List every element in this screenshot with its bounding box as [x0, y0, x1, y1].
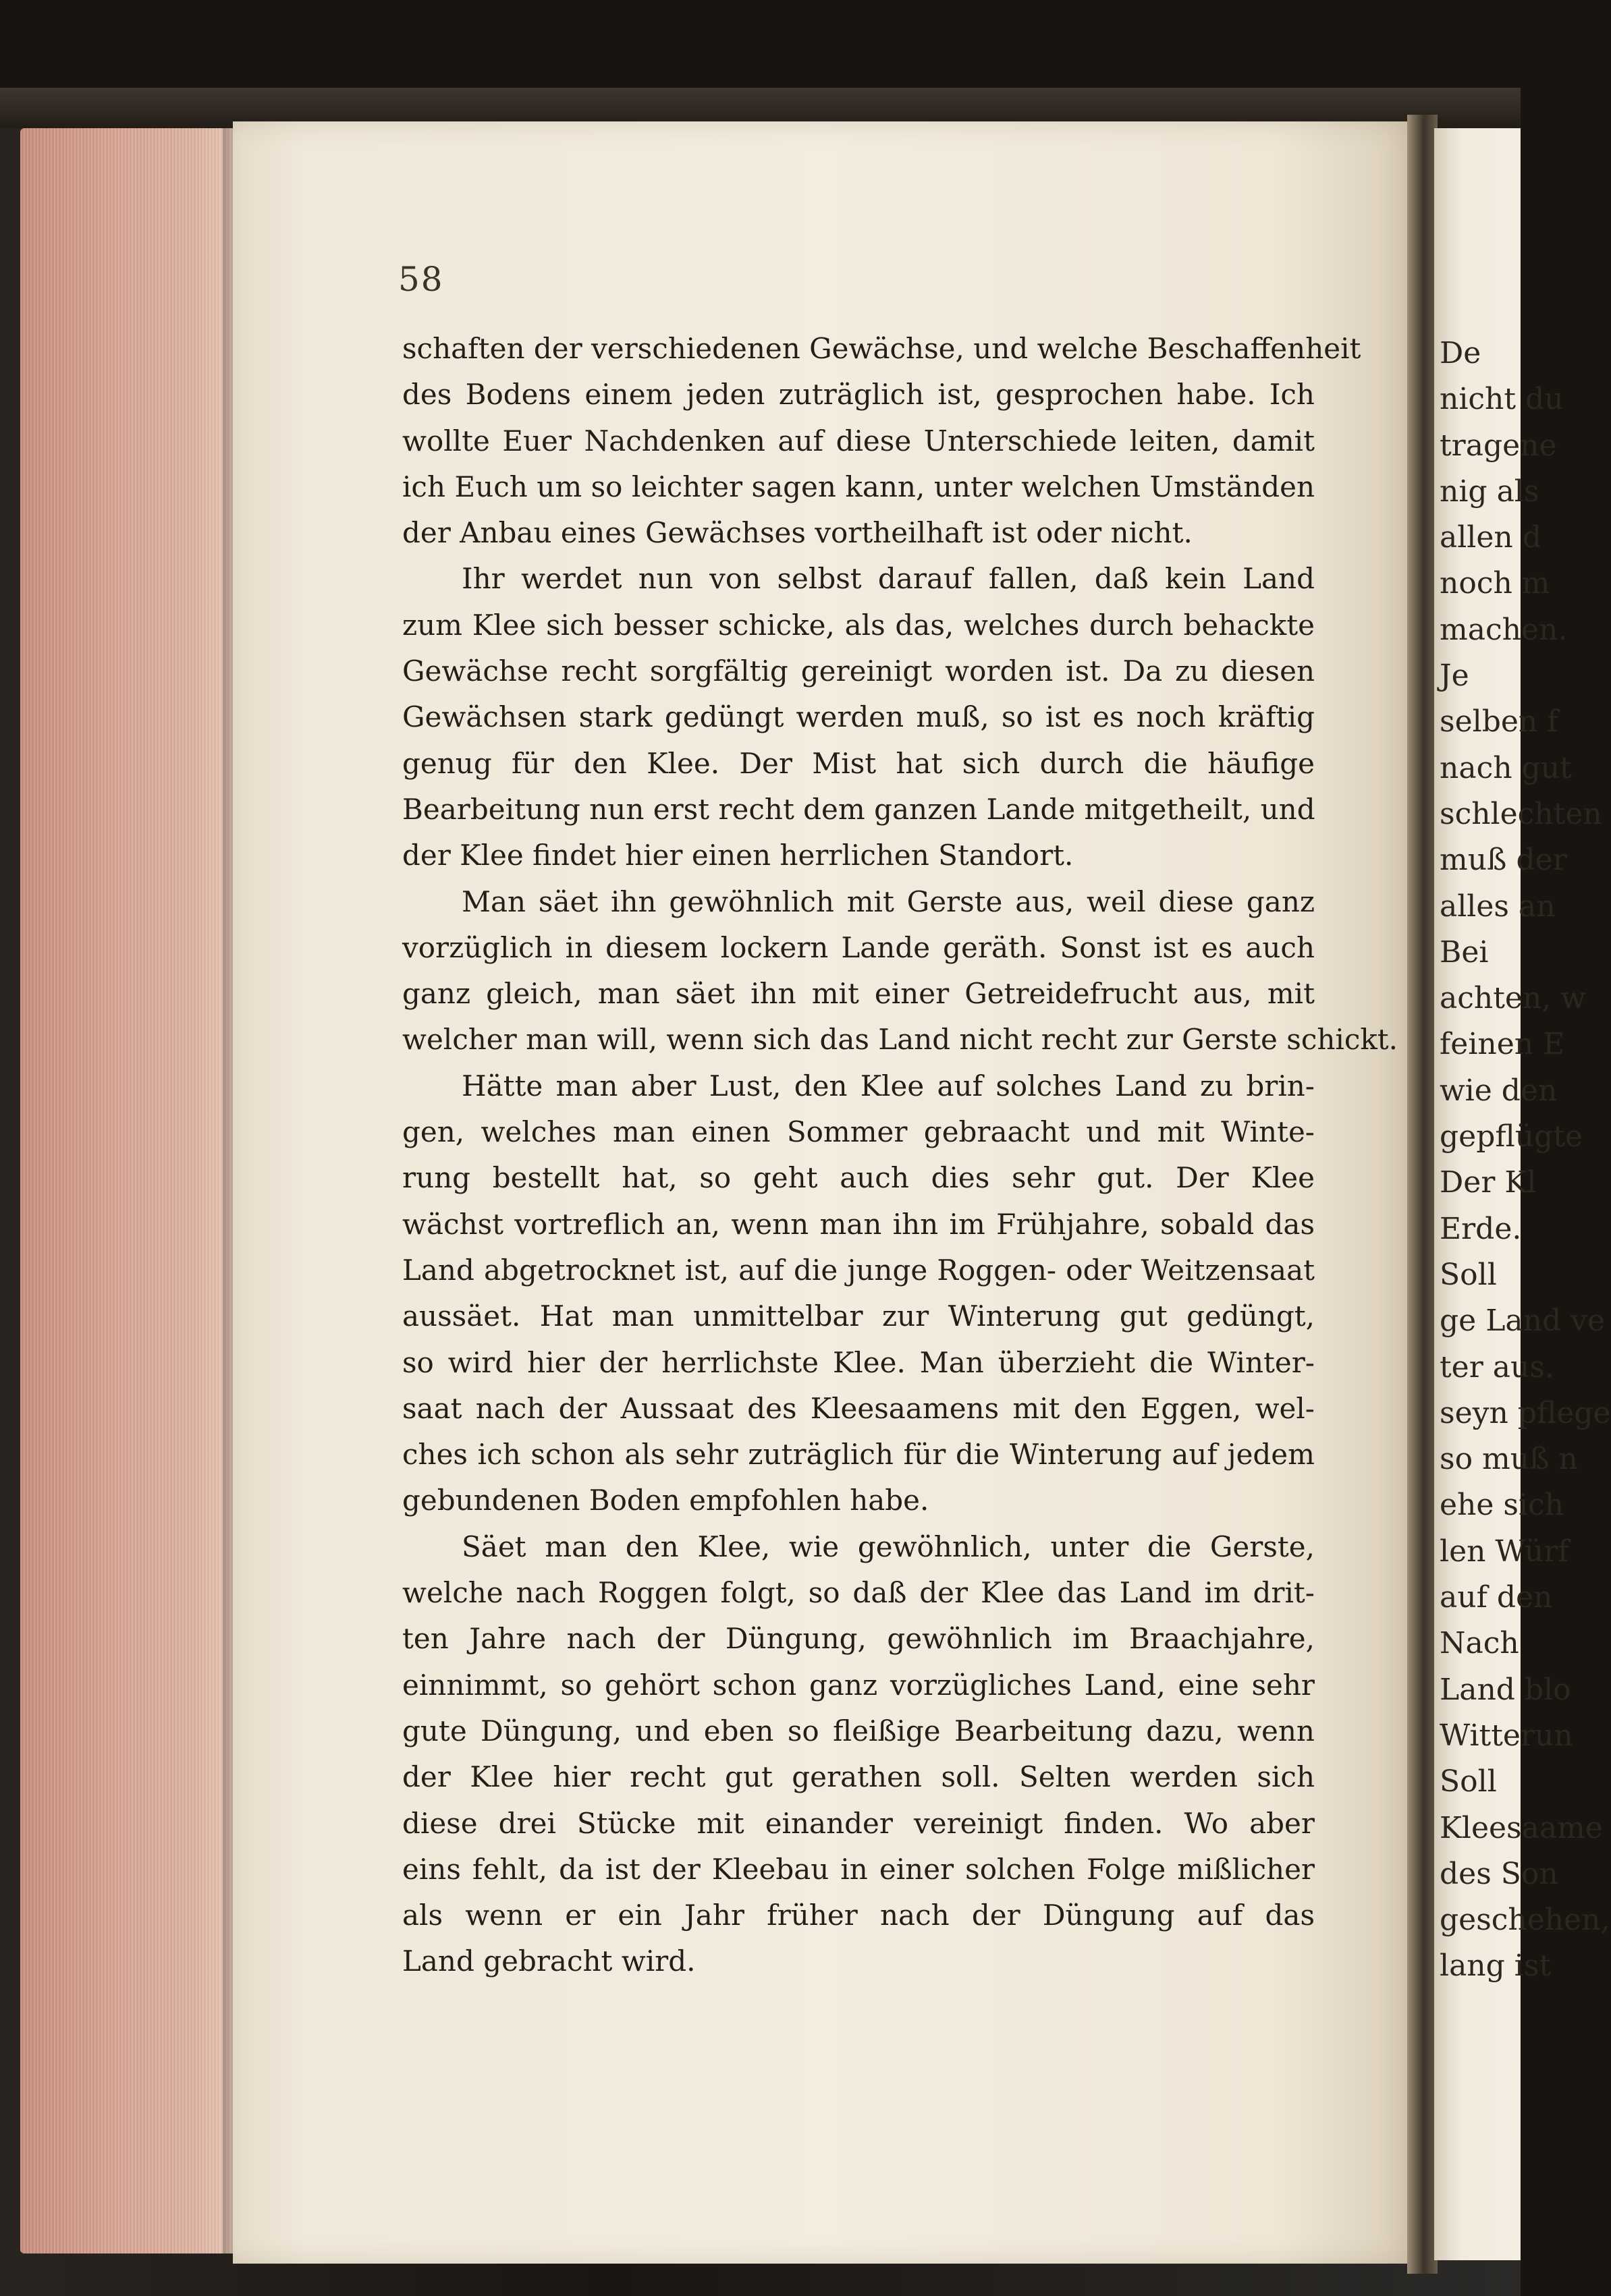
facing-text-fragment: nicht du	[1440, 382, 1564, 417]
page-number: 58	[398, 260, 444, 299]
facing-text-fragment: Nach	[1440, 1626, 1519, 1661]
facing-text-fragment: ge Land ve	[1440, 1304, 1606, 1339]
text-line: welcher man will, wenn sich das Land nicht recht zur Gerste schickt.	[402, 1023, 1398, 1057]
text-line: wächst vortreflich an, wenn man ihn im Frühjahre, sobald das	[402, 1207, 1315, 1241]
book-gutter	[1407, 115, 1438, 2274]
facing-text-fragment: alles an	[1440, 889, 1556, 924]
text-line: als wenn er ein Jahr früher nach der Düngung auf das	[402, 1899, 1315, 1932]
facing-text-fragment: Soll	[1440, 1764, 1497, 1799]
facing-text-fragment: De	[1440, 336, 1481, 370]
text-line: Land abgetrocknet ist, auf die junge Roggen- oder Weitzensaat	[402, 1253, 1315, 1287]
facing-text-fragment: selben f	[1440, 704, 1558, 739]
text-line: ganz gleich, man säet ihn mit einer Getreidefrucht aus, mit	[402, 977, 1315, 1011]
text-line: schaften der verschiedenen Gewächse, und welche Beschaffenheit	[402, 332, 1361, 365]
text-line: vorzüglich in diesem lockern Lande geräth. Sonst ist es auch	[402, 930, 1315, 964]
facing-text-fragment: so muß n	[1440, 1442, 1578, 1477]
text-line: Säet man den Klee, wie gewöhnlich, unter die Gerste,	[462, 1530, 1315, 1563]
text-line: Land gebracht wird.	[402, 1944, 696, 1978]
text-line: zum Klee sich besser schicke, als das, welches durch behackte	[402, 608, 1315, 642]
text-line: Man säet ihn gewöhnlich mit Gerste aus, weil diese ganz	[462, 885, 1315, 918]
text-line: gebundenen Boden empfohlen habe.	[402, 1484, 929, 1517]
text-line: diese drei Stücke mit einander vereinigt finden. Wo aber	[402, 1806, 1315, 1840]
text-line: Hätte man aber Lust, den Klee auf solches Land zu brin-	[462, 1069, 1315, 1102]
text-line: Bearbeitung nun erst recht dem ganzen Lande mitgetheilt, und	[402, 792, 1315, 826]
text-line: ich Euch um so leichter sagen kann, unter welchen Umständen	[402, 470, 1315, 503]
text-line: gen, welches man einen Sommer gebraacht und mit Winte-	[402, 1115, 1315, 1149]
text-line: einnimmt, so gehört schon ganz vorzügliches Land, eine sehr	[402, 1668, 1315, 1702]
facing-text-fragment: ter aus.	[1440, 1349, 1554, 1384]
facing-text-fragment: Witterun	[1440, 1718, 1573, 1753]
text-line: der Anbau eines Gewächses vortheilhaft ist oder nicht.	[402, 516, 1193, 550]
facing-text-fragment: Erde.	[1440, 1211, 1522, 1246]
text-line: aussäet. Hat man unmittelbar zur Winterung gut gedüngt,	[402, 1299, 1315, 1333]
facing-text-fragment: nig als	[1440, 474, 1539, 509]
facing-text-fragment: schlechten	[1440, 796, 1602, 831]
text-line: so wird hier der herrlichste Klee. Man überzieht die Winter-	[402, 1345, 1315, 1379]
facing-page	[1434, 128, 1611, 2260]
facing-text-fragment: machen.	[1440, 612, 1568, 647]
facing-text-fragment: Land blo	[1440, 1672, 1571, 1707]
text-line: Gewächsen stark gedüngt werden muß, so ist es noch kräftig	[402, 700, 1315, 734]
facing-text-fragment: nach gut	[1440, 750, 1572, 785]
text-line: saat nach der Aussaat des Kleesaamens mit den Eggen, wel-	[402, 1391, 1315, 1425]
text-line: welche nach Roggen folgt, so daß der Klee das Land im drit-	[402, 1576, 1315, 1610]
facing-text-fragment: geschehen,	[1440, 1903, 1610, 1938]
facing-text-fragment: wie den	[1440, 1073, 1558, 1108]
text-line: rung bestellt hat, so geht auch dies sehr gut. Der Klee	[402, 1161, 1315, 1195]
text-line: wollte Euer Nachdenken auf diese Unterschiede leiten, damit	[402, 424, 1315, 457]
facing-text-fragment: Bei	[1440, 934, 1489, 970]
facing-text-fragment: len Würf	[1440, 1534, 1569, 1569]
facing-text-fragment: seyn pflege	[1440, 1395, 1611, 1430]
text-line: gute Düngung, und eben so fleißige Bearbeitung dazu, wenn	[402, 1714, 1315, 1747]
facing-text-fragment: feinen E	[1440, 1027, 1565, 1062]
facing-text-fragment: auf den	[1440, 1580, 1553, 1615]
text-line: Gewächse recht sorgfältig gereinigt worden ist. Da zu diesen	[402, 654, 1315, 688]
facing-text-fragment: des Son	[1440, 1856, 1558, 1891]
facing-text-fragment: Soll	[1440, 1257, 1497, 1292]
text-line: eins fehlt, da ist der Kleebau in einer solchen Folge mißlicher	[402, 1852, 1315, 1886]
facing-text-fragment: tragene	[1440, 428, 1557, 463]
facing-page-text	[1440, 331, 1611, 1990]
text-line: Ihr werdet nun von selbst darauf fallen, daß kein Land	[462, 562, 1315, 596]
page-block-edge	[20, 128, 236, 2253]
facing-text-fragment: achten, w	[1440, 981, 1586, 1016]
text-line: der Klee hier recht gut gerathen soll. Selten werden sich	[402, 1760, 1315, 1794]
facing-text-fragment: noch m	[1440, 566, 1550, 601]
facing-text-fragment: lang ist	[1440, 1949, 1552, 1984]
facing-text-fragment: gepflügte	[1440, 1119, 1583, 1154]
facing-text-fragment: ehe sich	[1440, 1488, 1564, 1523]
facing-text-fragment: Der Kl	[1440, 1165, 1537, 1200]
body-text	[402, 326, 1398, 1985]
facing-text-fragment: Kleesaame	[1440, 1810, 1603, 1845]
text-line: ten Jahre nach der Düngung, gewöhnlich im Braachjahre,	[402, 1622, 1315, 1656]
text-line: der Klee findet hier einen herrlichen Standort.	[402, 839, 1074, 872]
facing-text-fragment: allen d	[1440, 520, 1541, 555]
text-line: des Bodens einem jeden zuträglich ist, gesprochen habe. Ich	[402, 378, 1315, 412]
facing-text-fragment: muß der	[1440, 843, 1567, 878]
text-line: ches ich schon als sehr zuträglich für die Winterung auf jedem	[402, 1438, 1315, 1472]
text-line: genug für den Klee. Der Mist hat sich durch die häufige	[402, 746, 1315, 780]
facing-text-fragment: Je	[1440, 659, 1469, 694]
